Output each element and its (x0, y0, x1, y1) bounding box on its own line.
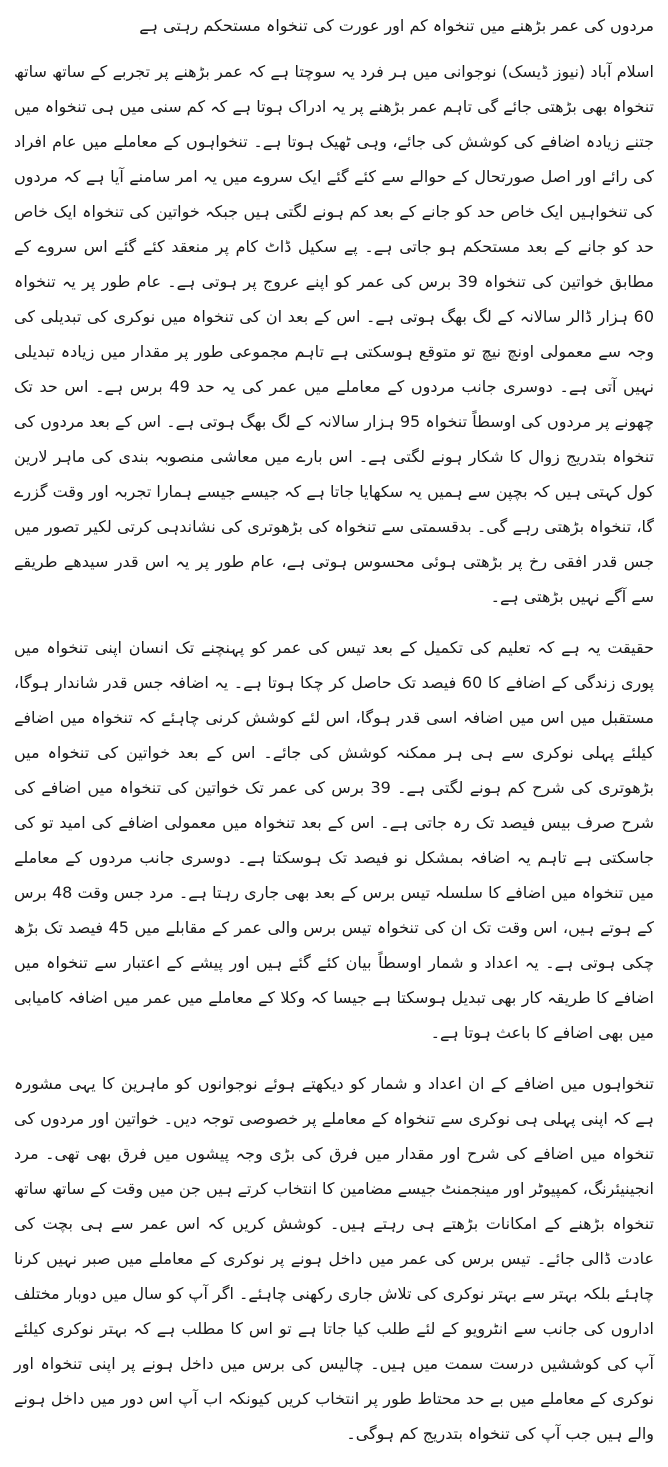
article-paragraph-2: حقیقت یہ ہے کہ تعلیم کی تکمیل کے بعد تیس کی عمر کو پہنچنے تک انسان اپنی تنخواہ میں پوری زندگی کے اضافے کا 60 فیصد تک حاصل کر چکا ہوتا ہے۔ یہ اضافہ جس قدر شاندار ہوگا، مستقبل میں اس میں اضافہ اسی قدر ہوگا، اس لئے کوشش کرنی چاہئے کہ تنخواہ میں اضافے کیلئے پہلی نوکری سے ہی ہر ممکنہ کوشش کی جائے۔ اس کے بعد خواتین کی تنخواہ میں بڑھوتری کی شرح کم ہونے لگتی ہے۔ 39 برس کی عمر تک خواتین کی تنخواہ میں اضافے کی شرح صرف بیس فیصد تک رہ جاتی ہے۔ اس کے بعد تنخواہ میں معمولی اضافے کی امید تو کی جاسکتی ہے تاہم یہ اضافہ بمشکل نو فیصد تک ہوسکتا ہے۔ دوسری جانب مردوں کے معاملے میں تنخواہ میں اضافے کا سلسلہ تیس برس کے بعد بھی جاری رہتا ہے۔ مرد جس وقت 48 برس کے ہوتے ہیں، اس وقت تک ان کی تنخواہ تیس برس والی عمر کے مقابلے میں 45 فیصد تک بڑھ چکی ہوتی ہے۔ یہ اعداد و شمار اوسطاً بیان کئے گئے ہیں اور پیشے کے اعتبار سے تنخواہ میں اضافے کا طریقہ کار بھی تبدیل ہوسکتا ہے جیسا کہ وکلا کے معاملے میں عمر میں اضافہ کامیابی میں بھی اضافے کا باعث ہوتا ہے۔ (14, 638, 655, 1042)
article-paragraph-3: تنخواہوں میں اضافے کے ان اعداد و شمار کو دیکھتے ہوئے نوجوانوں کو ماہرین کا یہی مشورہ ہے کہ اپنی پہلی ہی نوکری سے تنخواہ کے معاملے پر خصوصی توجہ دیں۔ خواتین اور مردوں کی تنخواہ میں اضافے کی شرح اور مقدار میں فرق کی بڑی وجہ پیشوں میں فرق بھی تھی۔ مرد انجینیئرنگ، کمپیوٹر اور مینجمنٹ جیسے مضامین کا انتخاب کرتے ہیں جن میں وقت کے ساتھ ساتھ تنخواہ بڑھنے کے امکانات بڑھتے ہی رہتے ہیں۔ کوشش کریں کہ اس عمر سے ہی بچت کی عادت ڈالی جائے۔ تیس برس کی عمر میں داخل ہونے پر نوکری کے معاملے میں صبر نہیں کرنا چاہئے بلکہ بہتر سے بہتر نوکری کی تلاش جاری رکھنی چاہئے۔ اگر آپ کو سال میں دوبار مختلف اداروں کی جانب سے انٹرویو کے لئے طلب کیا جاتا ہے تو اس کا مطلب ہے کہ بہتر نوکری کیلئے آپ کی کوششیں درست سمت میں ہیں۔ چالیس کی برس میں داخل ہونے پر اپنی تنخواہ اور نوکری کے معاملے میں بے حد محتاط طور پر انتخاب کریں کیونکہ اب آپ اس دور میں داخل ہونے والے ہیں جب آپ کی تنخواہ بتدریج کم ہوگی۔ (14, 1074, 655, 1443)
news-article (14, 14, 654, 1467)
article-paragraph-1: اسلام آباد (نیوز ڈیسک) نوجوانی میں ہر فرد یہ سوچتا ہے کہ عمر بڑھنے پر تجربے کے ساتھ ساتھ تنخواہ بھی بڑھتی جائے گی تاہم عمر بڑھنے پر یہ ادراک ہوتا ہے کہ کم سنی میں ہی تنخواہ میں جتنے زیادہ اضافے کی کوشش کی جائے، وہی ٹھیک ہوتا ہے۔ تنخواہوں کے معاملے میں عام افراد کی رائے اور اصل صورتحال کے حوالے سے کئے گئے ایک سروے میں یہ امر سامنے آیا ہے کہ مردوں کی تنخواہیں ایک خاص حد کو جانے کے بعد کم ہونے لگتی ہیں جبکہ خواتین کی تنخواہ ایک خاص حد کو جانے کے بعد مستحکم ہو جاتی ہے۔ پے سکیل ڈاٹ کام پر منعقد کئے گئے اس سروے کے مطابق خواتین کی تنخواہ 39 برس کی عمر کو اپنے عروج پر ہوتی ہے۔ عام طور پر یہ تنخواہ 60 ہزار ڈالر سالانہ کے لگ بھگ ہوتی ہے۔ اس کے بعد ان کی تنخواہ میں نوکری کی تبدیلی کی وجہ سے معمولی اونچ نیچ تو متوقع ہوسکتی ہے تاہم مجموعی طور پر مقدار میں زیادہ تبدیلی نہیں آتی ہے۔ دوسری جانب مردوں کے معاملے میں عمر کی یہ حد 49 برس ہے۔ اس حد تک چھونے پر مردوں کی اوسطاً تنخواہ 95 ہزار سالانہ کے لگ بھگ ہوتی ہے۔ اس کے بعد مردوں کی تنخواہ بتدریج زوال کا شکار ہونے لگتی ہے۔ اس بارے میں معاشی منصوبہ بندی کی ماہر لارین کول کہتی ہیں کہ بچپن سے ہمیں یہ سکھایا جاتا ہے کہ جیسے جیسے ہمارا تجربہ اور وقت گزرے گا، تنخواہ بڑھتی رہے گی۔ بدقسمتی سے تنخواہ کی بڑھوتری کی نشاندہی کرتی لکیر تصور میں جس قدر افقی رخ پر بڑھتی ہوئی محسوس ہوتی ہے، عام طور پر یہ اس قدر سیدھے طریقے سے آگے نہیں بڑھتی ہے۔ (14, 62, 655, 606)
article-title: مردوں کی عمر بڑھنے میں تنخواہ کم اور عورت کی تنخواہ مستحکم رہتی ہے (139, 16, 654, 35)
